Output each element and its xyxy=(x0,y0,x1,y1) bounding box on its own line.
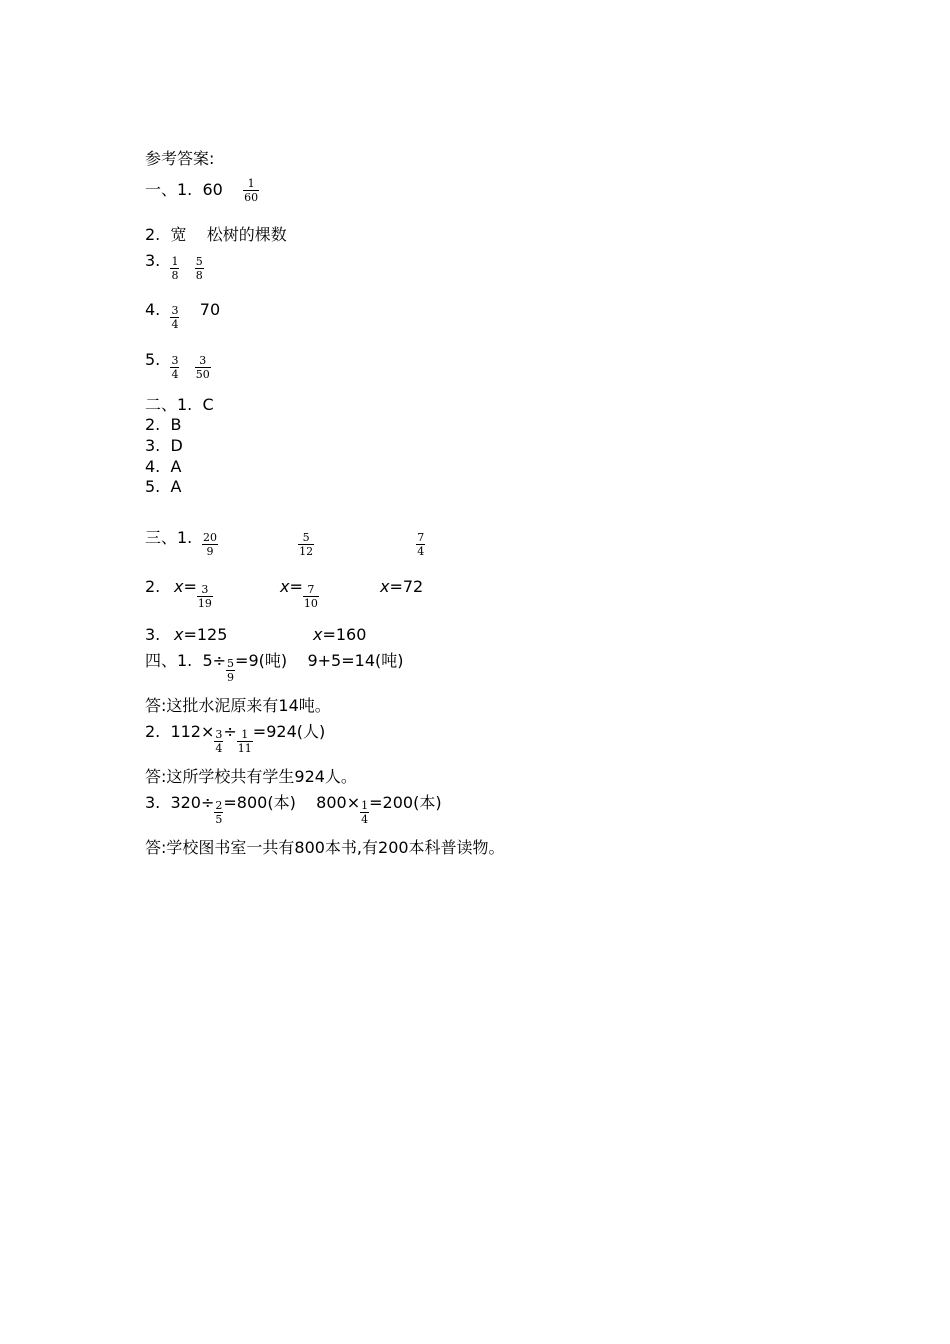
s3-q3-equation-b: x=160 xyxy=(313,625,367,644)
s3-q2-equation-c: x=72 xyxy=(380,577,424,596)
s3-q1-label: 三、1. xyxy=(145,528,193,547)
s2-q2-label: 2. xyxy=(145,415,161,434)
s1-q3 xyxy=(145,251,204,282)
s4-q3-fraction-1: $\frac{2}{5}$ xyxy=(215,799,223,826)
s3-q2-label: 2. xyxy=(145,577,161,596)
s4-q2-answer: 答:这所学校共有学生924人。 xyxy=(145,767,357,786)
s4-q1-calc-2: 9+5=14(吨) xyxy=(307,651,404,670)
s3-q1-fraction-1: $\frac{20}{9}$ xyxy=(203,531,217,558)
s3-q2-equation-a: x= $\frac{3}{19}$ xyxy=(174,577,212,610)
s4-q3-fraction-2: $\frac{1}{4}$ xyxy=(361,799,369,826)
s1-q2-answer-b: 松树的棵数 xyxy=(206,225,287,244)
s1-q4-value: 70 xyxy=(199,300,221,319)
s1-q1-label: 一、1. xyxy=(145,180,193,199)
s1-q2-answer-a: 宽 xyxy=(170,225,187,244)
s1-q3-label: 3. xyxy=(145,251,161,270)
s2-q1-answer: C xyxy=(202,395,214,414)
s2-q2-answer: B xyxy=(170,415,182,434)
s4-q2-label: 2. xyxy=(145,722,161,741)
s1-q4-fraction: $\frac{3}{4}$ xyxy=(171,304,179,331)
s3-q1-fraction-2: $\frac{5}{12}$ xyxy=(299,531,314,558)
s2-q5-label: 5. xyxy=(145,477,161,496)
s1-q5 xyxy=(145,350,211,381)
s1-q5-fraction-2: $\frac{3}{50}$ xyxy=(195,354,210,381)
s1-q4 xyxy=(145,300,221,331)
s1-q1 xyxy=(145,177,259,207)
s2-q1 xyxy=(145,396,214,414)
s3-q3-label: 3. xyxy=(145,625,161,644)
s1-q2 xyxy=(145,226,287,244)
s1-q3-fraction-2: $\frac{5}{8}$ xyxy=(195,255,203,282)
s2-q4 xyxy=(145,458,181,476)
s2-q3-answer: D xyxy=(170,436,183,455)
s4-q1-answer: 答:这批水泥原来有14吨。 xyxy=(145,696,331,715)
s2-q2 xyxy=(145,416,181,434)
s4-q2: 2. 112× $\frac{3}{4}$ ÷ $\frac{1}{11}$ =924(人) xyxy=(145,722,326,755)
s2-q4-answer: A xyxy=(170,457,182,476)
s1-q5-label: 5. xyxy=(145,350,161,369)
s4-q2-fraction-1: $\frac{3}{4}$ xyxy=(215,728,223,755)
s2-q5 xyxy=(145,478,181,496)
s1-q1-value: 60 xyxy=(202,180,223,199)
s1-q2-label: 2. xyxy=(145,225,161,244)
s4-q2-fraction-2: $\frac{1}{11}$ xyxy=(237,728,252,755)
s1-q5-fraction-1: $\frac{3}{4}$ xyxy=(171,354,179,381)
s4-q3: 3. 320÷ $\frac{2}{5}$ =800(本) 800× $\frac{1}{4}$ =200(本) xyxy=(145,793,442,826)
page-title: 参考答案: xyxy=(145,149,215,168)
s3-q1-fraction-3: $\frac{7}{4}$ xyxy=(417,531,425,558)
s4-q1: 四、1. 5÷ $\frac{5}{9}$ =9(吨) 9+5=14(吨) xyxy=(145,651,404,684)
s1-q1-fraction: $\frac{1}{60}$ xyxy=(244,177,259,204)
s1-q3-fraction-1: $\frac{1}{8}$ xyxy=(171,255,179,282)
s2-q1-label: 二、1. xyxy=(145,395,193,414)
s2-q4-label: 4. xyxy=(145,457,161,476)
s3-q3-equation-a: x=125 xyxy=(174,625,228,644)
s4-q3-label: 3. xyxy=(145,793,161,812)
s2-q5-answer: A xyxy=(170,477,182,496)
s1-q4-label: 4. xyxy=(145,300,161,319)
s4-q3-answer: 答:学校图书室一共有800本书,有200本科普读物。 xyxy=(145,838,505,857)
s2-q3 xyxy=(145,437,183,455)
s4-q1-fraction: $\frac{5}{9}$ xyxy=(227,657,235,684)
s3-q2-equation-b: x= $\frac{7}{10}$ xyxy=(280,577,318,610)
s4-q1-label: 四、1. xyxy=(145,651,193,670)
s2-q3-label: 3. xyxy=(145,436,161,455)
